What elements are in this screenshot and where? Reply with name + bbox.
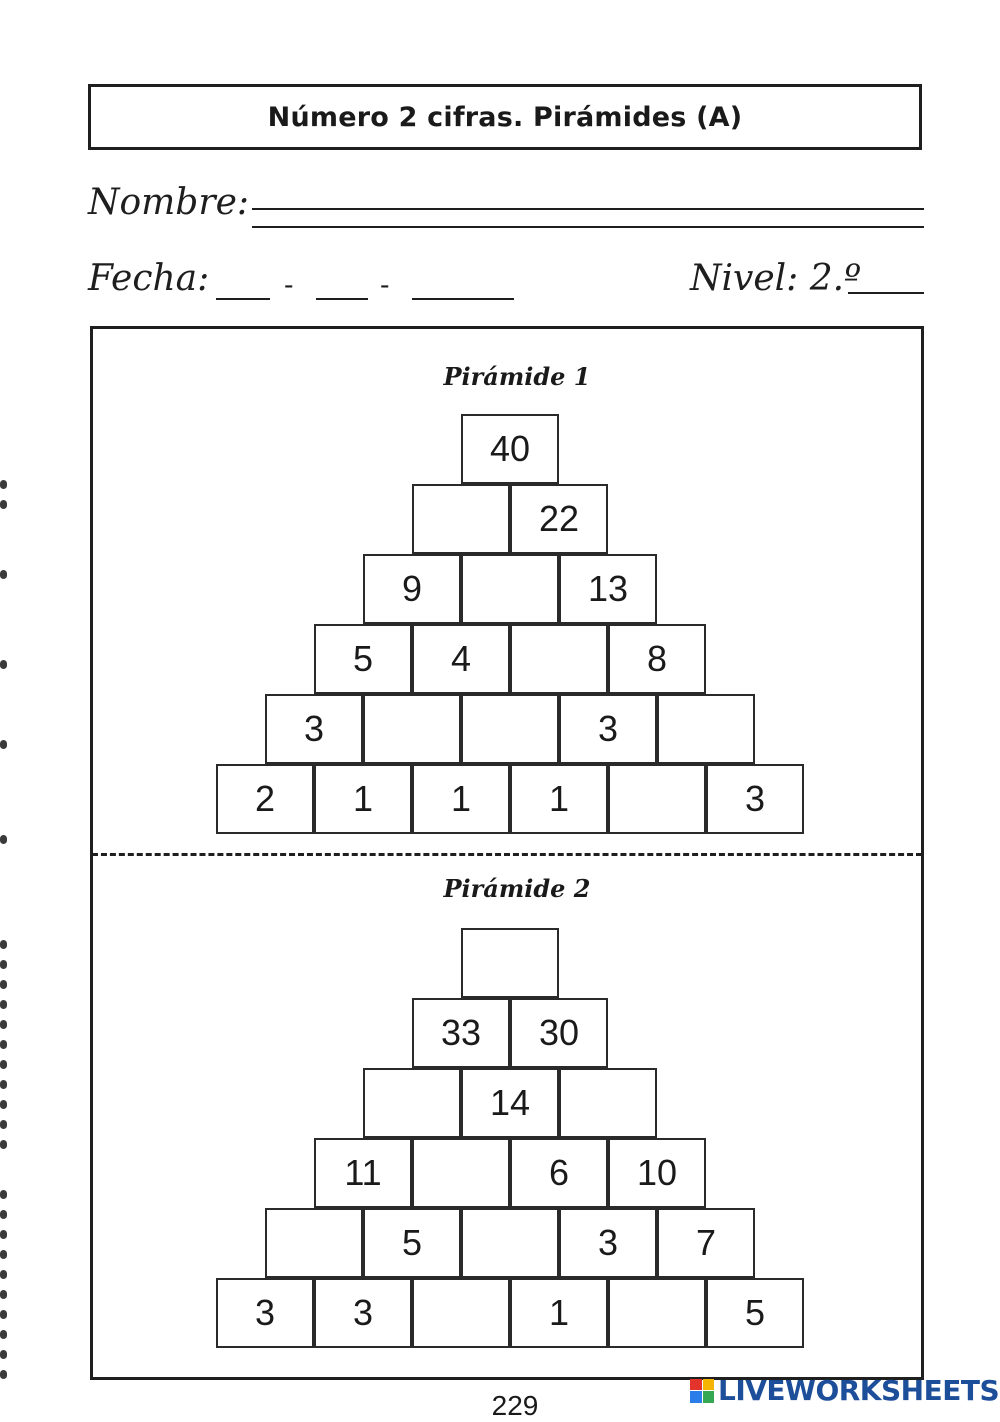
title-box bbox=[88, 84, 922, 150]
binding-hole bbox=[0, 1290, 7, 1299]
pyramid-blank-cell[interactable] bbox=[461, 554, 559, 624]
pyramid-number-cell: 3 bbox=[216, 1278, 314, 1348]
binding-hole bbox=[0, 980, 7, 989]
pyramid-number-cell: 3 bbox=[559, 1208, 657, 1278]
binding-hole bbox=[0, 1000, 7, 1009]
binding-hole bbox=[0, 1270, 7, 1279]
date-day-line[interactable] bbox=[216, 298, 270, 300]
pyramid-blank-cell[interactable] bbox=[412, 484, 510, 554]
worksheet-title: Número 2 cifras. Pirámides (A) bbox=[267, 101, 743, 133]
date-year-line[interactable] bbox=[412, 298, 514, 300]
binding-hole bbox=[0, 1230, 7, 1239]
name-label: Nombre: bbox=[88, 182, 249, 223]
watermark-text: LIVEWORKSHEETS bbox=[718, 1374, 1000, 1407]
date-separator: - bbox=[284, 268, 294, 301]
binding-hole bbox=[0, 1020, 7, 1029]
level-label: Nivel: 2.º bbox=[690, 258, 862, 299]
pyramid-blank-cell[interactable] bbox=[559, 1068, 657, 1138]
pyramid-number-cell: 8 bbox=[608, 624, 706, 694]
pyramid-blank-cell[interactable] bbox=[412, 1138, 510, 1208]
pyramid-blank-cell[interactable] bbox=[461, 1208, 559, 1278]
liveworksheets-logo-icon bbox=[690, 1379, 714, 1403]
pyramid-number-cell: 14 bbox=[461, 1068, 559, 1138]
pyramid-number-cell: 1 bbox=[510, 764, 608, 834]
pyramid-number-cell: 33 bbox=[412, 998, 510, 1068]
name-line-2[interactable] bbox=[252, 226, 924, 228]
pyramid-blank-cell[interactable] bbox=[657, 694, 755, 764]
binding-hole bbox=[0, 480, 7, 489]
pyramid-blank-cell[interactable] bbox=[608, 764, 706, 834]
spiral-binding bbox=[0, 480, 18, 1400]
binding-hole bbox=[0, 570, 7, 579]
pyramid-number-cell: 13 bbox=[559, 554, 657, 624]
pyramid-number-cell: 4 bbox=[412, 624, 510, 694]
pyramid-number-cell: 5 bbox=[314, 624, 412, 694]
dashed-divider bbox=[92, 853, 922, 856]
binding-hole bbox=[0, 740, 7, 749]
binding-hole bbox=[0, 1350, 7, 1359]
binding-hole bbox=[0, 1330, 7, 1339]
pyramid-number-cell: 40 bbox=[461, 414, 559, 484]
pyramid-number-cell: 3 bbox=[706, 764, 804, 834]
watermark bbox=[690, 1374, 999, 1407]
binding-hole bbox=[0, 1250, 7, 1259]
page-number: 229 bbox=[491, 1390, 539, 1421]
level-group-line[interactable] bbox=[848, 292, 924, 294]
name-line-1[interactable] bbox=[252, 208, 924, 210]
binding-hole bbox=[0, 1140, 7, 1149]
pyramid-number-cell: 6 bbox=[510, 1138, 608, 1208]
pyramid-number-cell: 9 bbox=[363, 554, 461, 624]
binding-hole bbox=[0, 1100, 7, 1109]
binding-hole bbox=[0, 835, 7, 844]
pyramid-number-cell: 3 bbox=[559, 694, 657, 764]
pyramid-blank-cell[interactable] bbox=[363, 1068, 461, 1138]
pyramid-number-cell: 1 bbox=[510, 1278, 608, 1348]
pyramid-blank-cell[interactable] bbox=[608, 1278, 706, 1348]
pyramid-number-cell: 3 bbox=[265, 694, 363, 764]
pyramid-blank-cell[interactable] bbox=[412, 1278, 510, 1348]
pyramid-number-cell: 22 bbox=[510, 484, 608, 554]
binding-hole bbox=[0, 1310, 7, 1319]
pyramid-blank-cell[interactable] bbox=[461, 928, 559, 998]
pyramid-number-cell: 1 bbox=[314, 764, 412, 834]
pyramid-2-title: Pirámide 2 bbox=[443, 874, 591, 903]
binding-hole bbox=[0, 1120, 7, 1129]
binding-hole bbox=[0, 1060, 7, 1069]
binding-hole bbox=[0, 1190, 7, 1199]
pyramid-number-cell: 2 bbox=[216, 764, 314, 834]
binding-hole bbox=[0, 1210, 7, 1219]
binding-hole bbox=[0, 1370, 7, 1379]
binding-hole bbox=[0, 1040, 7, 1049]
pyramid-number-cell: 5 bbox=[363, 1208, 461, 1278]
pyramid-number-cell: 7 bbox=[657, 1208, 755, 1278]
pyramid-number-cell: 5 bbox=[706, 1278, 804, 1348]
date-label: Fecha: bbox=[88, 258, 210, 299]
pyramid-blank-cell[interactable] bbox=[510, 624, 608, 694]
pyramid-blank-cell[interactable] bbox=[363, 694, 461, 764]
pyramid-number-cell: 11 bbox=[314, 1138, 412, 1208]
binding-hole bbox=[0, 500, 7, 509]
pyramid-number-cell: 10 bbox=[608, 1138, 706, 1208]
date-separator: - bbox=[380, 268, 390, 301]
pyramid-1-title: Pirámide 1 bbox=[443, 362, 591, 391]
binding-hole bbox=[0, 940, 7, 949]
pyramid-blank-cell[interactable] bbox=[461, 694, 559, 764]
pyramid-number-cell: 1 bbox=[412, 764, 510, 834]
binding-hole bbox=[0, 960, 7, 969]
pyramid-blank-cell[interactable] bbox=[265, 1208, 363, 1278]
pyramid-number-cell: 3 bbox=[314, 1278, 412, 1348]
pyramid-number-cell: 30 bbox=[510, 998, 608, 1068]
binding-hole bbox=[0, 660, 7, 669]
binding-hole bbox=[0, 1080, 7, 1089]
date-month-line[interactable] bbox=[316, 298, 368, 300]
